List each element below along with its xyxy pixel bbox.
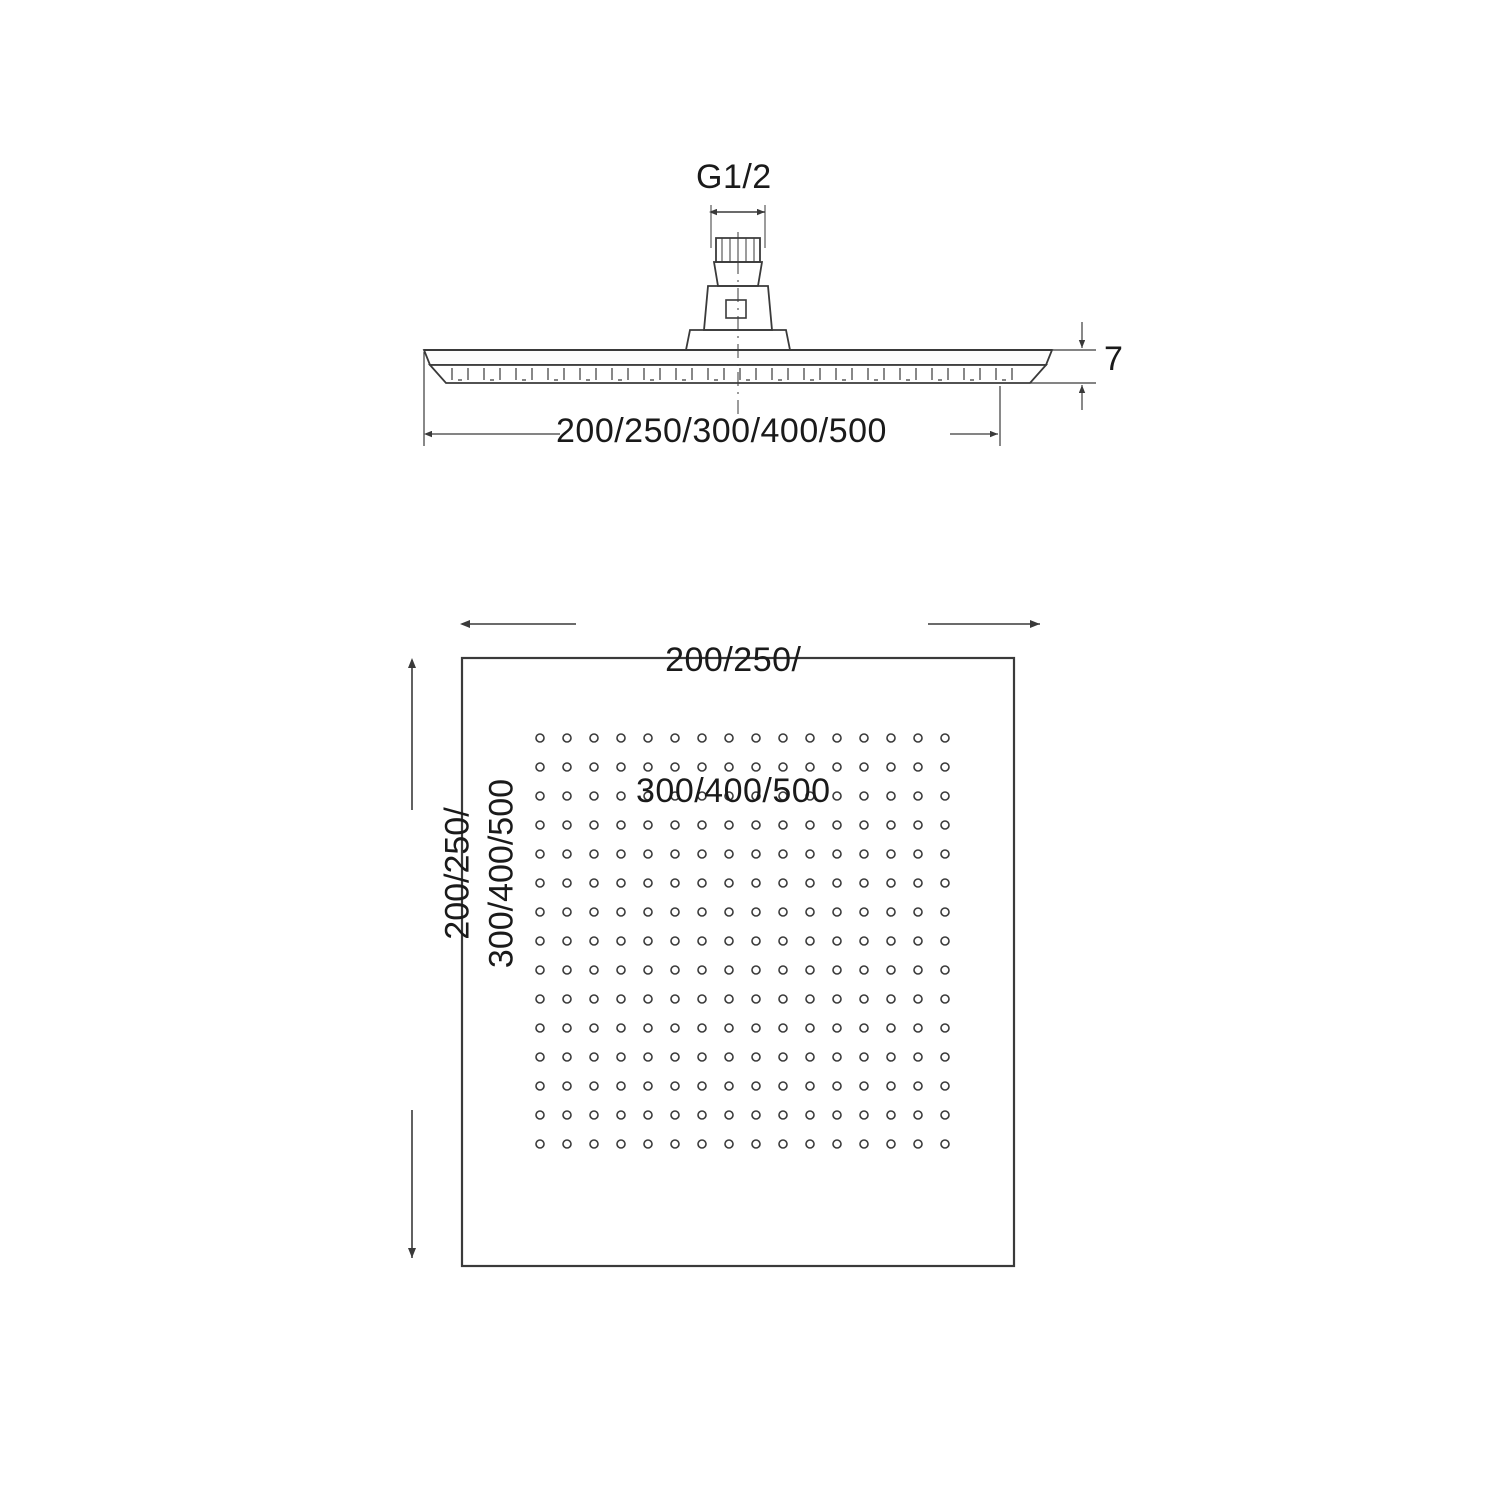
side-elevation-view	[424, 205, 1096, 446]
inlet-thread-label: G1/2	[696, 158, 772, 196]
top-view-width-line-2: 300/400/500	[636, 771, 831, 810]
top-view-height-line-1: 200/250/	[438, 807, 477, 940]
top-view-height-label	[436, 724, 523, 1024]
top-view-width-line-1: 200/250/	[665, 641, 802, 680]
top-view-height-line-2: 300/400/500	[482, 778, 520, 969]
top-view-width-label	[636, 552, 831, 857]
plate-thickness-label: 7	[1104, 340, 1124, 378]
side-view-width-label: 200/250/300/400/500	[556, 412, 887, 450]
